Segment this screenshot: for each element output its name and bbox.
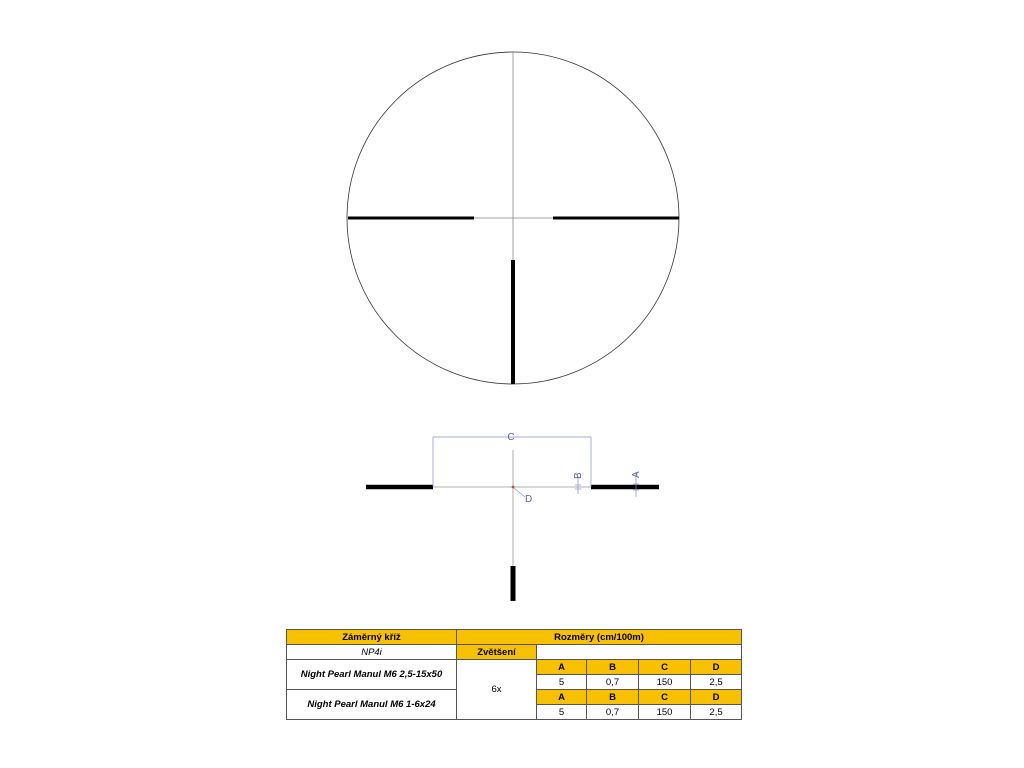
header-reticle: Záměrný kříž [287,630,457,645]
reticle-detail-view [366,432,659,601]
value-b: 0,7 [587,705,639,720]
dimension-a [631,471,642,497]
value-c: 150 [639,705,691,720]
label-c: C [507,432,515,443]
dimension-c [433,432,591,487]
header-dimensions: Rozměry (cm/100m) [457,630,742,645]
col-b: B [587,690,639,705]
value-b: 0,7 [587,675,639,690]
label-b: B [573,472,584,479]
value-c: 150 [639,675,691,690]
dimension-d [514,488,532,505]
reticle-full-view [347,52,679,384]
col-c: C [639,660,691,675]
label-a: A [631,471,642,478]
col-d: D [691,690,742,705]
reticle-name: NP4i [287,645,457,660]
value-a: 5 [537,705,587,720]
empty-cell [537,645,742,660]
dimension-b [573,472,584,494]
col-a: A [537,660,587,675]
value-a: 5 [537,675,587,690]
value-d: 2,5 [691,675,742,690]
spec-table [286,629,742,720]
col-a: A [537,690,587,705]
label-d: D [525,494,533,505]
col-d: D [691,660,742,675]
scope-name-2: Night Pearl Manul M6 1-6x24 [287,690,457,720]
value-d: 2,5 [691,705,742,720]
col-c: C [639,690,691,705]
col-b: B [587,660,639,675]
scope-name-1: Night Pearl Manul M6 2,5-15x50 [287,660,457,690]
magnification-header: Zvětšení [457,645,537,660]
center-dot [512,486,515,489]
magnification-value: 6x [457,660,537,720]
